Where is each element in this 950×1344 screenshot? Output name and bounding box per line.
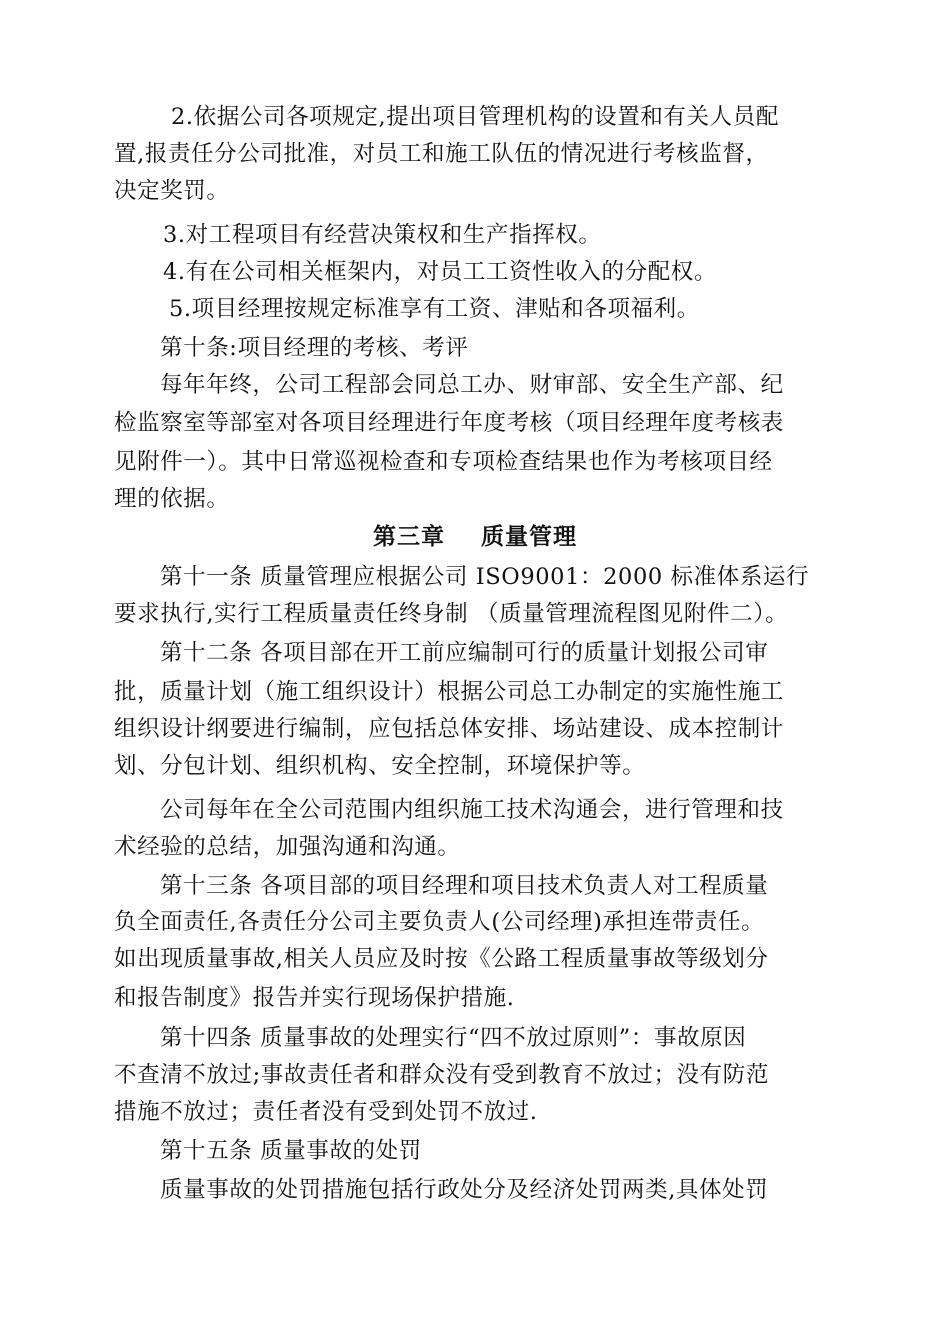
section-title: 第十条:项目经理的考核、考评 bbox=[160, 335, 469, 361]
paragraph-line: 3.对工程项目有经营决策权和生产指挥权。 bbox=[163, 222, 602, 248]
paragraph-line: 第十二条 各项目部在开工前应编制可行的质量计划报公司审 bbox=[160, 640, 769, 666]
paragraph-line: 质量事故的处罚措施包括行政处分及经济处罚两类,具体处罚 bbox=[160, 1177, 769, 1203]
paragraph-line: 见附件一）。其中日常巡视检查和专项检查结果也作为考核项目经 bbox=[114, 449, 773, 475]
paragraph-line: 要求执行,实行工程质量责任终身制 （质量管理流程图见附件二）。 bbox=[114, 601, 789, 627]
paragraph-line: 如出现质量事故,相关人员应及时按《公路工程质量事故等级划分 bbox=[114, 946, 769, 972]
paragraph-line: 负全面责任,各责任分公司主要负责人(公司经理)承担连带责任。 bbox=[114, 909, 765, 935]
paragraph-line: 5.项目经理按规定标准享有工资、津贴和各项福利。 bbox=[169, 296, 700, 322]
paragraph-line: 措施不放过；责任者没有受到处罚不放过. bbox=[114, 1099, 538, 1125]
paragraph-line: 2.依据公司各项规定,提出项目管理机构的设置和有关人员配 bbox=[171, 104, 779, 130]
paragraph-line: 公司每年在全公司范围内组织施工技术沟通会，进行管理和技 bbox=[160, 797, 784, 823]
paragraph-line: 和报告制度》报告并实行现场保护措施. bbox=[114, 985, 515, 1011]
section-title: 第十五条 质量事故的处罚 bbox=[160, 1138, 422, 1164]
paragraph-line: 术经验的总结，加强沟通和沟通。 bbox=[114, 834, 461, 860]
paragraph-line: 第十一条 质量管理应根据公司 ISO9001：2000 标准体系运行 bbox=[160, 564, 810, 590]
paragraph-line: 第十三条 各项目部的项目经理和项目技术负责人对工程质量 bbox=[160, 873, 769, 899]
paragraph-line: 每年年终，公司工程部会同总工办、财审部、安全生产部、纪 bbox=[160, 372, 784, 398]
paragraph-line: 不查清不放过;事故责任者和群众没有受到教育不放过；没有防范 bbox=[114, 1062, 769, 1088]
paragraph-line: 理的依据。 bbox=[114, 486, 230, 512]
paragraph-line: 组织设计纲要进行编制，应包括总体安排、场站建设、成本控制计 bbox=[114, 716, 784, 742]
paragraph-line: 置,报责任分公司批准，对员工和施工队伍的情况进行考核监督， bbox=[114, 141, 769, 167]
paragraph-line: 检监察室等部室对各项目经理进行年度考核（项目经理年度考核表 bbox=[114, 410, 784, 436]
paragraph-line: 决定奖罚。 bbox=[114, 178, 230, 204]
paragraph-line: 4.有在公司相关框架内，对员工工资性收入的分配权。 bbox=[163, 259, 717, 285]
chapter-heading: 第三章 质量管理 bbox=[372, 524, 578, 550]
paragraph-line: 批，质量计划（施工组织设计）根据公司总工办制定的实施性施工 bbox=[114, 679, 784, 705]
paragraph-line: 划、分包计划、组织机构、安全控制，环境保护等。 bbox=[114, 753, 646, 779]
paragraph-line: 第十四条 质量事故的处理实行“四不放过原则”：事故原因 bbox=[160, 1025, 747, 1051]
